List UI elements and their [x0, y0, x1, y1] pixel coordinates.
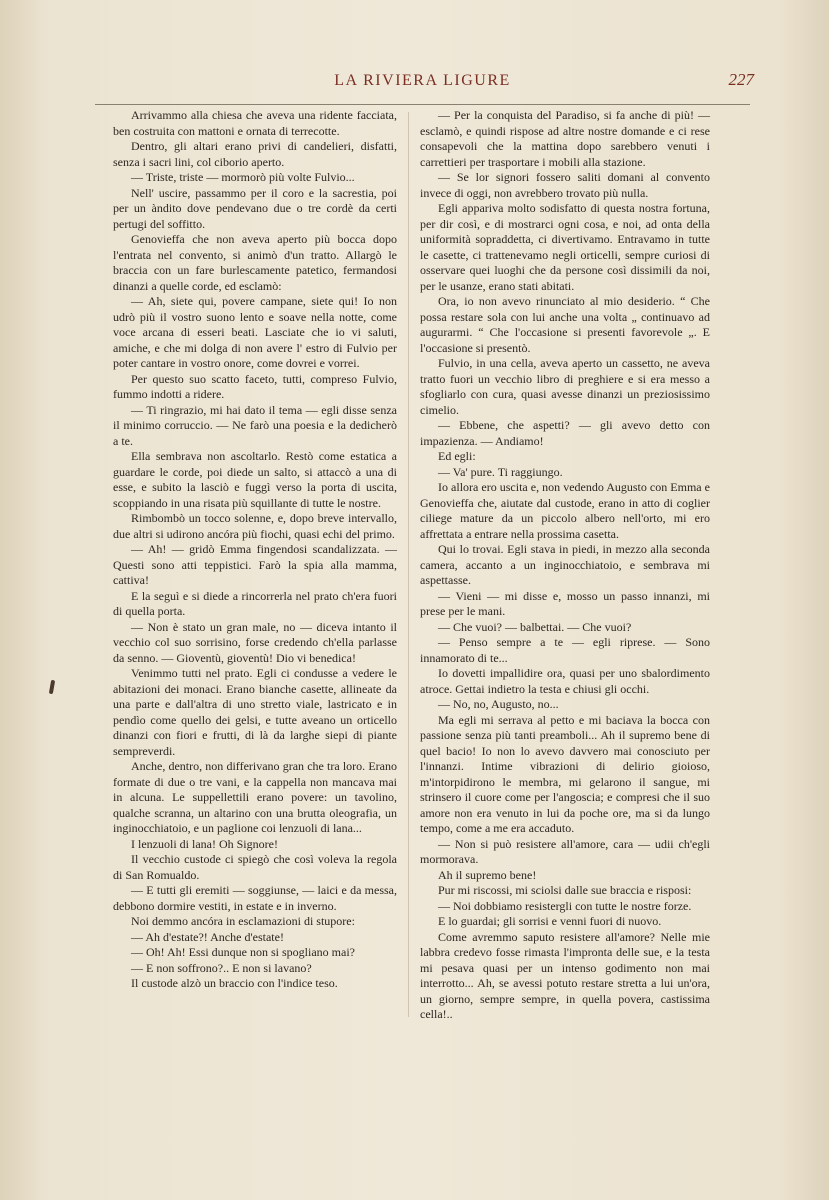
paragraph: Arrivammo alla chiesa che aveva una ridente facciata, ben costruita con mattoni e ornata di terrecotte. — [113, 108, 397, 138]
paragraph: — Non è stato un gran male, no — diceva intanto il vecchio col suo sorrisino, forse credendo ch'ella parlasse da senno. — Gioventù, gioventù! Dio vi benedica! — [113, 619, 397, 665]
paragraph: — Vieni — mi disse e, mosso un passo innanzi, mi prese per le mani. — [420, 588, 710, 618]
paragraph: Il custode alzò un braccio con l'indice teso. — [131, 976, 338, 990]
paragraph: Anche, dentro, non differivano gran che tra loro. Erano formate di due o tre vani, e la cappella non mancava mai in alcuna. Le suppellettili erano povere: un tavolino, qualche scranna, un altarino con una brutta oleografia, un inginocchiatoio, e un paglione coi lenzuoli di lana... — [113, 759, 397, 835]
paragraph: Per questo suo scatto faceto, tutti, compreso Fulvio, fummo indotti a ridere. — [113, 371, 397, 401]
paragraph: Noi demmo ancóra in esclamazioni di stupore: — [131, 914, 355, 928]
paragraph: E la seguì e si diede a rincorrerla nel prato ch'era fuori di quella porta. — [113, 588, 397, 618]
paragraph: Nell' uscire, passammo per il coro e la sacrestia, poi per un àndito dove pendevano due o tre cordè da certi pertugi del soffitto. — [113, 185, 397, 231]
running-title: LA RIVIERA LIGURE — [334, 72, 511, 89]
paragraph: Ah il supremo bene! — [438, 867, 537, 882]
paragraph: — Ah! — gridò Emma fingendosi scandalizzata. — Questi sono atti teppistici. Farò la spia alla mamma, cattiva! — [113, 542, 397, 587]
column-divider — [408, 112, 409, 1017]
right-column — [420, 108, 710, 1023]
paragraph: I lenzuoli di lana! Oh Signore! — [131, 836, 278, 851]
paragraph: — Per la conquista del Paradiso, si fa anche di più! — esclamò, e quindi rispose ad altre nostre domande e ci rese consapevoli che la mattina dopo sarebbero venuti i carrettieri per trasportare i mobili alla stazione. — [420, 108, 710, 169]
paragraph: Egli appariva molto sodisfatto di questa nostra fortuna, per dir così, e di mostrarci ogni cosa, e noi, ad onta della uniformità sopraddetta, ci divertivamo. Entravamo in tutte le casette, ci trattenevamo negli orticelli, sempre curiosi di osservare quei luoghi che da persone così dissimili da noi, per le usanze, erano stati abitati. — [420, 201, 710, 293]
paragraph: Io allora ero uscita e, non vedendo Augusto con Emma e Genovieffa che, aiutate dal custode, erano in atto di coglier ciliege mature da un piccolo albero nell'orto, mi ero affrettata a entrare nella prossima casetta. — [420, 480, 710, 541]
paragraph: — Noi dobbiamo resistergli con tutte le nostre forze. — [438, 898, 692, 913]
paragraph: Fulvio, in una cella, aveva aperto un cassetto, ne aveva tratto fuori un vecchio libro di preghiere e si era messo a sfogliarlo con cura, quasi avesse dinanzi un preziosissimo cimelio. — [420, 356, 710, 417]
paragraph: Qui lo trovai. Egli stava in piedi, in mezzo alla seconda camera, accanto a un inginocchiatoio, e sembrava mi aspettasse. — [420, 542, 710, 587]
paragraph: — E tutti gli eremiti — soggiunse, — laici e da messa, debbono dormire vestiti, in estate e in inverno. — [113, 883, 397, 913]
paragraph: — Triste, triste — mormorò più volte Fulvio... — [131, 170, 355, 184]
paragraph: Ora, io non avevo rinunciato al mio desiderio. “ Che possa restare sola con lui anche una volta „ continuavo ad augurarmi. “ Che l'occasione si presenti favorevole „. E l'occasione si presentò. — [420, 294, 710, 355]
left-column — [113, 108, 397, 992]
paragraph: — Se lor signori fossero saliti domani al convento invece di oggi, non avrebbero trovato più nulla. — [420, 170, 710, 200]
paragraph: — Oh! Ah! Essi dunque non si spogliano mai? — [131, 945, 355, 959]
paragraph: — Ebbene, che aspetti? — gli avevo detto con impazienza. — Andiamo! — [420, 418, 710, 448]
paragraph: Venimmo tutti nel prato. Egli ci condusse a vedere le abitazioni dei monaci. Erano bianche casette, allineate da una parte e dall'altra di uno stretto viale, lastricato e in pendìo come quello dei gelsi, e tutte aveano un orticello dinanzi con fiori e frutti, di là da larghe siepi di piante sempreverdi. — [113, 666, 397, 758]
paragraph: Ma egli mi serrava al petto e mi baciava la bocca con passione senza più tanti preamboli... Ah il supremo bene di quel bacio! Io non lo avevo davvero mai conosciuto per l'innanzi. Intime vibrazioni di delirio gioioso, m'intorpidirono le membra, mi gelarono il sangue, mi strinsero il cuore come per l'angoscia; e compresi che il suo amore non era venuto in lui da poche ore, ma si da lungo tempo, come a me era accaduto. — [420, 712, 710, 835]
paragraph: Rimbombò un tocco solenne, e, dopo breve intervallo, due altri si udirono ancóra più fiochi, quasi echi del primo. — [113, 511, 397, 541]
paragraph: Ed egli: — [438, 449, 476, 463]
paragraph: Pur mi riscossi, mi sciolsi dalle sue braccia e risposi: — [438, 883, 692, 897]
paragraph: — Che vuoi? — balbettai. — Che vuoi? — [438, 619, 632, 634]
paragraph: — Ah, siete qui, povere campane, siete qui! Io non udrò più il vostro suono lento e soave nella notte, come voce arcana di esseri beati. Lasciate che io vi saluti, amiche, e che mi dolga di non avere l' estro di Fulvio per poter cantare in vostro onore, come dovrei e vorrei. — [113, 294, 397, 370]
paragraph: — Non si può resistere all'amore, cara — udii ch'egli mormorava. — [420, 836, 710, 866]
page-number: 227 — [728, 70, 754, 89]
paragraph: Il vecchio custode ci spiegò che così voleva la regola di San Romualdo. — [113, 852, 397, 882]
paragraph: — Ti ringrazio, mi hai dato il tema — egli disse senza il minimo corruccio. — Ne farò una poesia e la dedicherò a te. — [113, 402, 397, 448]
paragraph: Io dovetti impallidire ora, quasi per uno sbalordimento atroce. Gettai indietro la testa e chiusi gli occhi. — [420, 666, 710, 696]
page-header — [95, 70, 754, 105]
paragraph: E lo guardai; gli sorrisi e venni fuori di nuovo. — [438, 914, 662, 928]
paragraph: Come avremmo saputo resistere all'amore? Nelle mie labbra credevo fosse rimasta l'impronta delle sue, e la testa mi pesava quasi per un intenso godimento non mai interrotto... Ah, se avessi potuto restare stretta a lui un'ora, un giorno, sempre sempre, in quella povera, castissima cella!.. — [420, 929, 710, 1021]
paragraph: — Penso sempre a te — egli riprese. — Sono innamorato di te... — [420, 635, 710, 665]
paragraph: Genovieffa che non aveva aperto più bocca dopo l'entrata nel convento, si animò d'un tratto. Allargò le braccia con un fare burlescamente patetico, fermandosi dinanzi a quelle corde, ed esclamò: — [113, 232, 397, 293]
paragraph: — Ah d'estate?! Anche d'estate! — [131, 929, 284, 944]
paragraph: — No, no, Augusto, no... — [438, 697, 559, 711]
paragraph: Dentro, gli altari erano privi di candelieri, disfatti, senza i sacri lini, col ciborio aperto. — [113, 139, 397, 169]
paragraph: — Va' pure. Ti raggiungo. — [438, 464, 563, 479]
paragraph: Ella sembrava non ascoltarlo. Restò come estatica a guardare le corde, poi diede un salto, si attaccò a una di esse, e subito la lasciò e fuggì verso la porta di uscita, scoppiando in una risata più squillante di tutte le nostre. — [113, 449, 397, 510]
ink-mark — [49, 680, 55, 694]
paragraph: — E non soffrono?.. E non si lavano? — [131, 960, 312, 975]
